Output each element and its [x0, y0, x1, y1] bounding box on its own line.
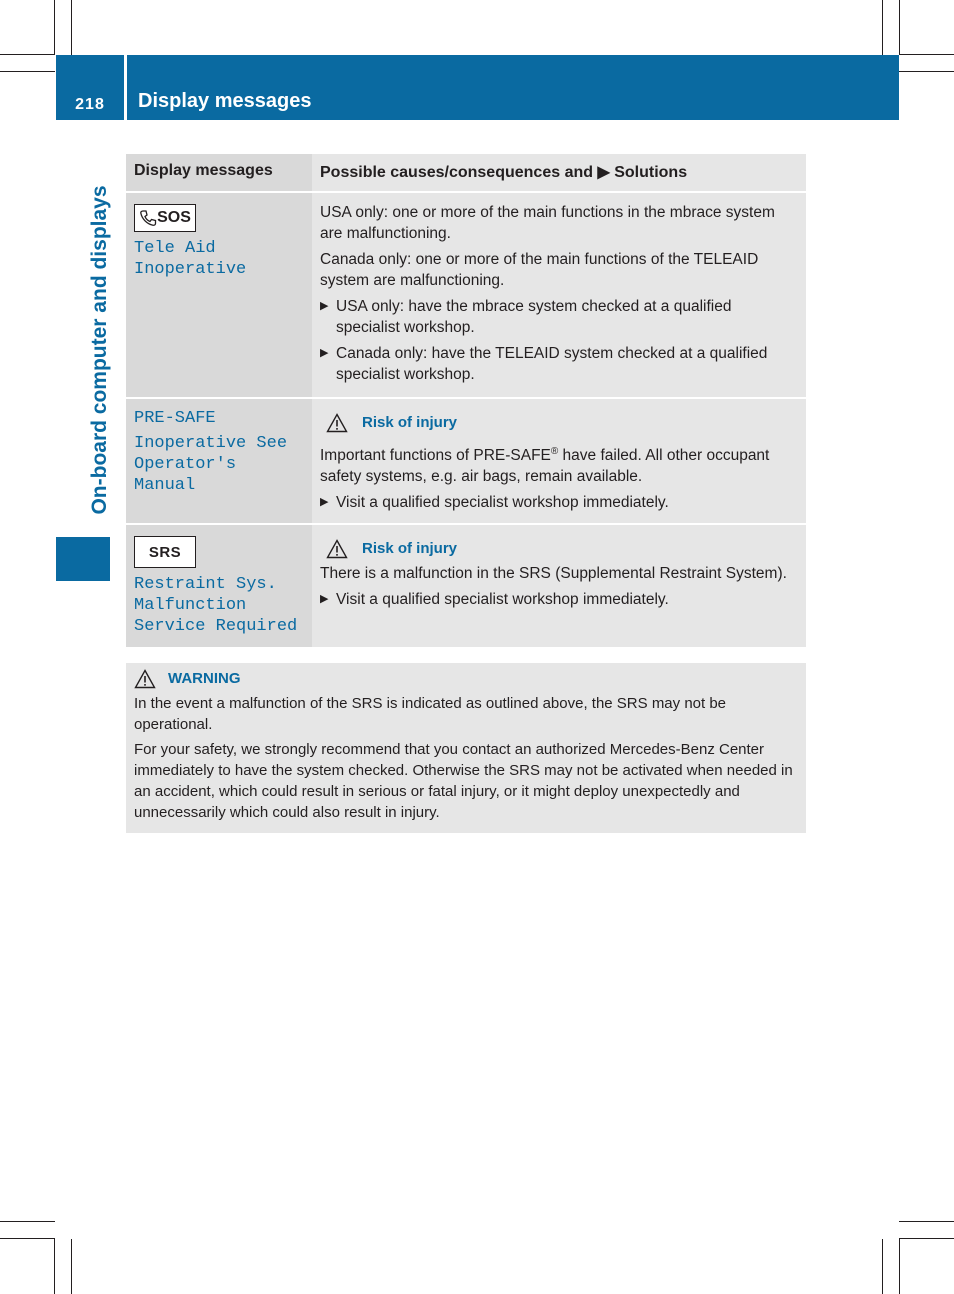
srs-label: SRS	[148, 543, 182, 561]
solution-text: USA only: have the mbrace system checked at a qualified specialist workshop.	[336, 298, 732, 336]
warning-box	[126, 663, 806, 833]
crop-mark	[899, 1221, 954, 1222]
solution-cell	[312, 399, 806, 523]
bullet-triangle-icon: ▶	[320, 593, 329, 605]
solution-text: Visit a qualified specialist workshop immediately.	[336, 591, 669, 608]
message-line: Inoperative See	[134, 434, 288, 453]
crop-mark	[882, 1239, 883, 1294]
sos-phone-icon	[134, 204, 196, 232]
page-title: Display messages	[138, 90, 312, 112]
bullet-triangle-icon: ▶	[320, 496, 329, 509]
solution-cell	[312, 525, 806, 647]
warning-heading	[134, 668, 798, 689]
crop-mark	[71, 0, 72, 55]
crop-mark	[71, 1239, 72, 1294]
table-row	[126, 193, 806, 399]
solution-item	[320, 589, 798, 610]
message-line: Restraint Sys.	[134, 575, 277, 594]
message-line: Operator's Manual	[134, 455, 237, 495]
message-cell	[126, 193, 312, 397]
header-divider	[124, 55, 127, 120]
solution-cell	[312, 193, 806, 397]
crop-mark	[899, 54, 954, 55]
crop-mark	[54, 0, 55, 55]
risk-heading	[326, 538, 798, 559]
sos-label: SOS	[157, 209, 191, 226]
message-cell	[126, 399, 312, 523]
message-line: Malfunction	[134, 596, 247, 615]
table-header-solutions: Possible causes/consequences and ▶ Solutions	[312, 154, 806, 191]
crop-mark	[0, 71, 55, 72]
risk-label: Risk of injury	[362, 414, 458, 431]
warning-text: In the event a malfunction of the SRS is indicated as outlined above, the SRS may not be operational.	[134, 695, 727, 733]
warning-triangle-icon	[326, 539, 348, 559]
crop-mark	[899, 1239, 900, 1294]
solution-text: Visit a qualified specialist workshop immediately.	[336, 494, 669, 512]
table-header-messages: Display messages	[126, 154, 312, 191]
cause-text: There is a malfunction in the SRS (Supplemental Restraint System).	[320, 565, 787, 582]
warning-label: WARNING	[168, 670, 241, 687]
table-row	[126, 525, 806, 647]
chapter-tab	[56, 537, 110, 581]
message-cell	[126, 525, 312, 647]
warning-triangle-icon	[134, 669, 156, 689]
message-line: Service Required	[134, 617, 298, 636]
solution-item	[320, 492, 798, 513]
crop-mark	[0, 54, 55, 55]
chapter-label: On-board computer and displays	[88, 185, 111, 515]
table-header-row	[126, 154, 806, 193]
message-line: PRE-SAFE	[134, 409, 216, 428]
display-messages-table	[126, 154, 806, 647]
crop-mark	[882, 0, 883, 55]
srs-icon	[134, 536, 196, 568]
message-line: Inoperative	[134, 260, 247, 279]
crop-mark	[899, 0, 900, 55]
risk-heading	[326, 412, 798, 433]
cause-text: Canada only: one or more of the main functions of the TELEAID system are malfunctioning.	[320, 251, 759, 289]
solution-text: Canada only: have the TELEAID system checked at a qualified specialist workshop.	[336, 345, 768, 383]
crop-mark	[0, 1221, 55, 1222]
bullet-triangle-icon: ▶	[320, 300, 329, 312]
solution-item	[320, 343, 798, 385]
crop-mark	[0, 1238, 55, 1239]
warning-triangle-icon	[326, 413, 348, 433]
cause-text: Important functions of PRE-SAFE® have failed. All other occupant safety systems, e.g. air bags, remain available.	[320, 446, 770, 486]
cause-text: USA only: one or more of the main functions in the mbrace system are malfunctioning.	[320, 204, 775, 242]
crop-mark	[54, 1239, 55, 1294]
crop-mark	[899, 71, 954, 72]
crop-mark	[899, 1238, 954, 1239]
table-row	[126, 399, 806, 525]
warning-text: For your safety, we strongly recommend that you contact an authorized Mercedes-Benz Center immediately to have the system checked. Otherwise the SRS may not be activated when needed in an accident, which could result in serious or fatal injury, or it might deploy unexpectedly and unnecessarily which could also result in injury.	[134, 741, 793, 821]
solution-item	[320, 296, 798, 338]
page-number: 218	[75, 96, 105, 113]
risk-label: Risk of injury	[362, 540, 458, 557]
phone-icon	[139, 209, 157, 227]
message-line: Tele Aid	[134, 239, 216, 258]
bullet-triangle-icon: ▶	[320, 347, 329, 359]
